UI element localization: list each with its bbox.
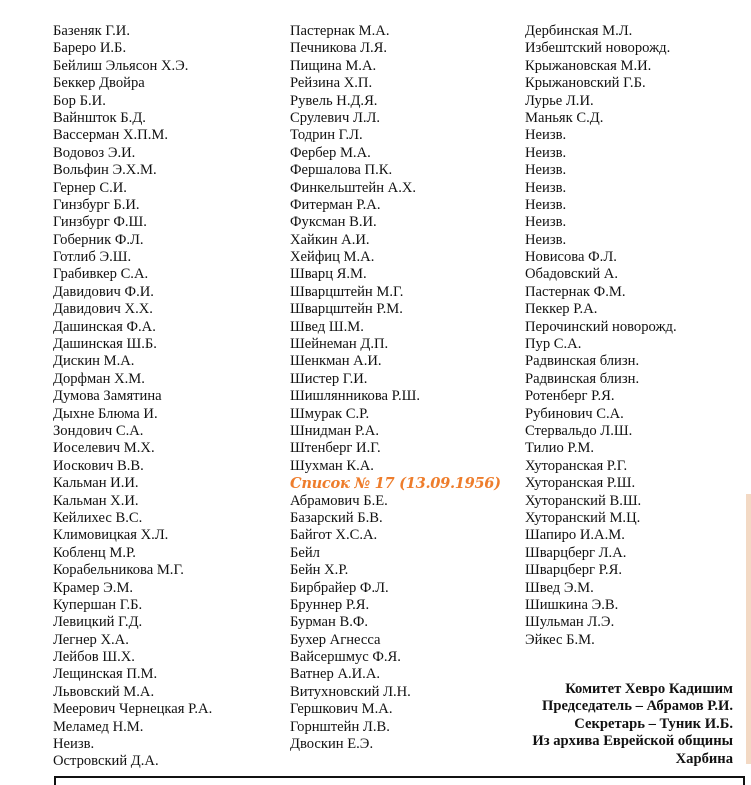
list-entry: Кальман И.И. [53, 475, 139, 492]
list-entry: Стервальдо Л.Ш. [525, 422, 633, 439]
list-entry: Бирбрайер Ф.Л. [290, 579, 389, 596]
chairman-line: Председатель – Абрамов Р.И. [542, 698, 733, 715]
list-entry: Бруннер Р.Я. [290, 596, 370, 613]
list-entry: Гернер С.И. [53, 179, 127, 196]
list-entry: Фербер М.А. [290, 144, 371, 161]
list-entry: Корабельникова М.Г. [53, 562, 184, 579]
list-entry: Шейнеман Д.П. [290, 336, 389, 353]
list-entry: Хейфиц М.А. [290, 249, 375, 266]
list-entry: Неизв. [525, 214, 567, 231]
list-entry: Дашинская Ф.А. [53, 318, 156, 335]
list-entry: Левицкий Г.Д. [53, 614, 143, 631]
list-entry: Кальман Х.И. [53, 492, 139, 509]
list-entry: Вассерман Х.П.М. [53, 127, 168, 144]
list-entry: Меерович Чернецкая Р.А. [53, 701, 213, 718]
list-entry: Бор Б.И. [53, 92, 106, 109]
list-entry: Бейлиш Эльясон Х.Э. [53, 57, 189, 74]
list-entry: Неизв. [53, 736, 95, 753]
list-entry: Пищина М.А. [290, 57, 377, 74]
list-entry: Кейлихес В.С. [53, 509, 143, 526]
list-entry: Витухновский Л.Н. [290, 683, 411, 700]
list-entry: Тилио Р.М. [525, 440, 594, 457]
list-entry: Бухер Агнесса [290, 631, 381, 648]
committee-signature-block [532, 681, 733, 768]
list-entry: Готлиб Э.Ш. [53, 249, 132, 266]
list-entry: Грабивкер С.А. [53, 266, 149, 283]
list-entry: Неизв. [525, 231, 567, 248]
list-entry: Бурман В.Ф. [290, 614, 369, 631]
page-edge-mark [746, 494, 751, 764]
list-entry: Абрамович Б.Е. [290, 492, 388, 509]
list-entry: Дашинская Ш.Б. [53, 336, 157, 353]
list-entry: Маньяк С.Д. [525, 109, 604, 126]
list-entry: Избештский новорожд. [525, 40, 671, 57]
list-entry: Гоберник Ф.Л. [53, 231, 144, 248]
list-entry: Шапиро И.А.М. [525, 527, 625, 544]
list-entry: Шухман К.А. [290, 457, 374, 474]
list-entry: Шварцберг Р.Я. [525, 562, 622, 579]
list-entry: Хуторанский М.Ц. [525, 509, 641, 526]
list-entry: Перочинский новорожд. [525, 318, 677, 335]
list-entry: Зондович С.А. [53, 422, 144, 439]
list-entry: Бейл [290, 544, 320, 561]
list-entry: Лурье Л.И. [525, 92, 594, 109]
list-entry: Пастернак Ф.М. [525, 283, 626, 300]
list-entry: Швед Э.М. [525, 579, 594, 596]
secretary-line: Секретарь – Туник И.Б. [574, 715, 733, 732]
name-list-column-1 [53, 23, 212, 771]
list-entry: Беккер Двойра [53, 75, 145, 92]
list-entry: Шенкман А.И. [290, 353, 382, 370]
list-entry: Тодрин Г.Л. [290, 127, 363, 144]
list-entry: Фитерман Р.А. [290, 196, 381, 213]
list-entry: Хайкин А.И. [290, 231, 370, 248]
list-entry: Дискин М.А. [53, 353, 135, 370]
list-entry: Львовский М.А. [53, 683, 155, 700]
list-entry: Шнидман Р.А. [290, 422, 379, 439]
list-entry: Хуторанская Р.Ш. [525, 475, 636, 492]
list-entry: Бареро И.Б. [53, 40, 127, 57]
list-entry: Шмурак С.Р. [290, 405, 370, 422]
list-entry: Кобленц М.Р. [53, 544, 136, 561]
list-entry: Фершалова П.К. [290, 162, 393, 179]
list-entry: Неизв. [525, 179, 567, 196]
list-entry: Вайншток Б.Д. [53, 109, 146, 126]
list-entry: Рейзина Х.П. [290, 75, 373, 92]
list-entry: Хуторанский В.Ш. [525, 492, 642, 509]
name-list-column-3 [525, 23, 677, 649]
list-entry: Горнштейн Л.В. [290, 718, 390, 735]
list-entry: Базеняк Г.И. [53, 23, 130, 39]
list-entry: Водовоз Э.И. [53, 144, 136, 161]
list-entry: Климовицкая Х.Л. [53, 527, 169, 544]
list-entry: Гинзбург Б.И. [53, 196, 140, 213]
list-entry: Гершкович М.А. [290, 701, 393, 718]
list-entry: Радвинская близн. [525, 353, 640, 370]
list-entry: Радвинская близн. [525, 370, 640, 387]
list-entry: Новисова Ф.Л. [525, 249, 617, 266]
archive-source-line: Из архива Еврейской общины [532, 733, 733, 750]
list-entry: Легнер Х.А. [53, 631, 129, 648]
list-entry: Крыжановская М.И. [525, 57, 652, 74]
list-entry: Неизв. [525, 196, 567, 213]
list-heading: Список № 17 (13.09.1956) [290, 475, 501, 493]
list-entry: Гинзбург Ф.Ш. [53, 214, 147, 231]
list-entry: Крамер Э.М. [53, 579, 134, 596]
list-entry: Дыхне Блюма И. [53, 405, 158, 422]
list-entry: Обадовский А. [525, 266, 618, 283]
list-entry: Пастернак М.А. [290, 23, 390, 39]
list-entry: Эйкес Б.М. [525, 631, 595, 648]
list-entry: Шистер Г.И. [290, 370, 368, 387]
list-entry: Неизв. [525, 127, 567, 144]
list-entry: Шварцберг Л.А. [525, 544, 627, 561]
list-entry: Лещинская П.М. [53, 666, 158, 683]
list-entry: Шульман Л.Э. [525, 614, 615, 631]
list-entry: Шишлянникова Р.Ш. [290, 388, 420, 405]
list-entry: Рувель Н.Д.Я. [290, 92, 378, 109]
list-entry: Пеккер Р.А. [525, 301, 598, 318]
list-entry: Крыжановский Г.Б. [525, 75, 646, 92]
list-entry: Срулевич Л.Л. [290, 109, 381, 126]
bottom-frame-rule [54, 776, 745, 785]
list-entry: Бейн Х.Р. [290, 562, 349, 579]
list-entry: Неизв. [525, 144, 567, 161]
list-entry: Неизв. [525, 162, 567, 179]
list-entry: Меламед Н.М. [53, 718, 144, 735]
archive-source-city: Харбина [675, 750, 733, 767]
list-entry: Островский Д.А. [53, 753, 159, 770]
list-entry: Иоселевич М.Х. [53, 440, 155, 457]
list-entry: Ватнер А.И.А. [290, 666, 381, 683]
committee-name: Комитет Хевро Кадишим [565, 681, 733, 697]
list-entry: Лейбов Ш.Х. [53, 649, 135, 666]
list-entry: Ротенберг Р.Я. [525, 388, 615, 405]
list-entry: Штенберг И.Г. [290, 440, 381, 457]
list-entry: Печникова Л.Я. [290, 40, 388, 57]
list-entry: Шварц Я.М. [290, 266, 367, 283]
list-entry: Дербинская М.Л. [525, 23, 633, 39]
list-entry: Иоскович В.В. [53, 457, 144, 474]
list-entry: Думова Замятина [53, 388, 162, 405]
list-entry: Дорфман Х.М. [53, 370, 145, 387]
list-entry: Вайсершмус Ф.Я. [290, 649, 401, 666]
list-entry: Рубинович С.А. [525, 405, 624, 422]
list-entry: Финкельштейн А.Х. [290, 179, 417, 196]
list-entry: Шишкина Э.В. [525, 596, 619, 613]
list-entry: Фуксман В.И. [290, 214, 377, 231]
list-entry: Двоскин Е.Э. [290, 736, 374, 753]
list-entry: Вольфин Э.Х.М. [53, 162, 157, 179]
list-entry: Швед Ш.М. [290, 318, 364, 335]
list-entry: Купершан Г.Б. [53, 596, 143, 613]
list-entry: Базарский Б.В. [290, 509, 383, 526]
list-entry: Давидович Ф.И. [53, 283, 154, 300]
name-list-column-2 [290, 23, 501, 753]
list-entry: Хуторанская Р.Г. [525, 457, 628, 474]
list-entry: Пур С.А. [525, 336, 582, 353]
list-entry: Шварцштейн М.Г. [290, 283, 404, 300]
list-entry: Шварцштейн Р.М. [290, 301, 403, 318]
list-entry: Давидович Х.Х. [53, 301, 153, 318]
list-entry: Байгот Х.С.А. [290, 527, 378, 544]
